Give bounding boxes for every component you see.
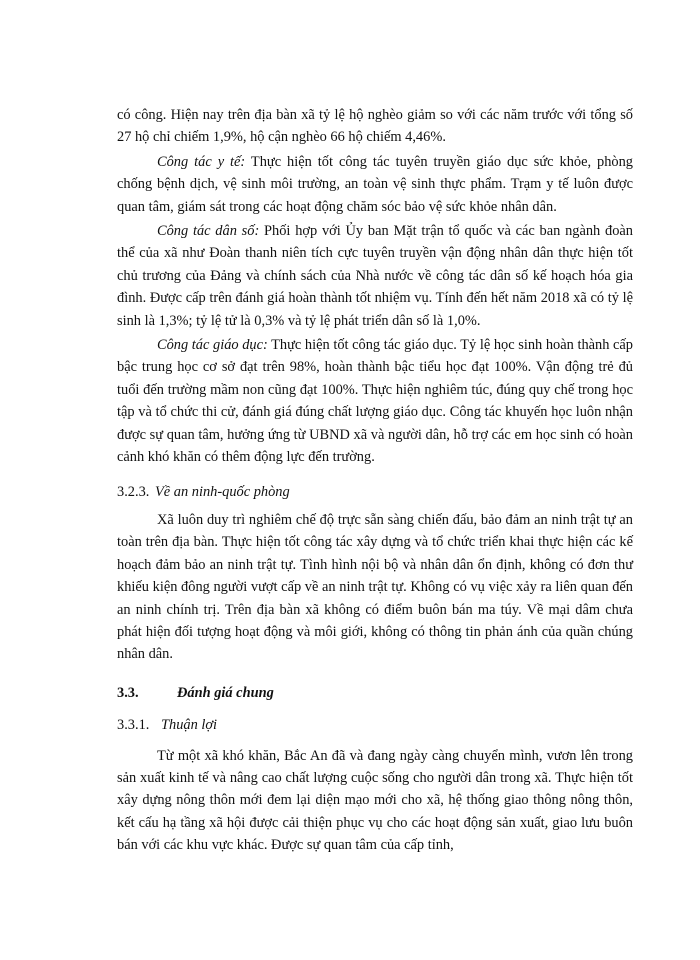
- paragraph-population-text: Phối hợp với Ủy ban Mặt trận tổ quốc và các ban ngành đoàn thể của xã như Đoàn thanh niên tích cực tuyên truyền vận động nhân dân thực hiện tốt chủ trương của Đảng và chính sách của Nhà nước về công tác dân số kế hoạch hóa gia đình. Được cấp trên đánh giá hoàn thành tốt nhiệm vụ. Tính đến hết năm 2018 xã có tỷ lệ sinh là 1,3%; tỷ lệ tử là 0,3% và tỷ lệ phát triển dân số là 1,0%.: [117, 223, 633, 329]
- heading-3-3: [117, 682, 633, 704]
- paragraph-education: [117, 334, 633, 468]
- paragraph-population: [117, 220, 633, 332]
- paragraph-security: Xã luôn duy trì nghiêm chế độ trực sẵn sàng chiến đấu, bảo đảm an ninh trật tự an toàn trên địa bàn. Thực hiện tốt công tác xây dựng và tổ chức triển khai thực hiện các kế hoạch đảm bảo an ninh trật tự. Tình hình nội bộ và nhân dân ổn định, không có đơn thư khiếu kiện đông người vượt cấp về an ninh trật tự. Không có vụ việc xảy ra liên quan đến an ninh chính trị. Trên địa bàn xã không có điểm buôn bán ma túy. Về mại dâm chưa phát hiện đối tượng hoạt động và môi giới, không có thông tin phản ánh của quần chúng nhân dân.: [117, 511, 633, 663]
- paragraph-population-lead: Công tác dân số:: [157, 223, 260, 240]
- paragraph-poverty: có công. Hiện nay trên địa bàn xã tỷ lệ hộ nghèo giảm so với các năm trước với tổng số 27 hộ chỉ chiếm 1,9%, hộ cận nghèo 66 hộ chiếm 4,46%.: [117, 107, 633, 146]
- paragraph-education-text: Thực hiện tốt công tác giáo dục. Tỷ lệ học sinh hoàn thành cấp bậc trung học cơ sở đạt trên 98%, hoàn thành bậc tiểu học đạt 100%. Vận động trẻ đủ tuổi đến trường mầm non cũng đạt 100%. Thực hiện nghiêm túc, đúng quy chế trong học tập và tổ chức thi cử, đánh giá đúng chất lượng giáo dục. Công tác khuyến học luôn nhận được sự quan tâm, hưởng ứng từ UBND xã và người dân, hỗ trợ các em học sinh có hoàn cảnh khó khăn có thêm động lực đến trường.: [117, 337, 634, 466]
- heading-3-2-3-number: 3.2.3.: [117, 483, 150, 500]
- paragraph-education-lead: Công tác giáo dục:: [157, 337, 268, 354]
- heading-3-3-1-number: 3.3.1.: [117, 717, 150, 734]
- document-body: [117, 104, 633, 857]
- heading-3-3-1: [117, 714, 633, 736]
- paragraph-health-lead: Công tác y tế:: [157, 153, 246, 170]
- heading-3-2-3-title: Về an ninh-quốc phòng: [155, 483, 290, 500]
- paragraph-health: [117, 151, 633, 218]
- heading-3-3-title: Đánh giá chung: [177, 684, 274, 701]
- paragraph-advantages: Từ một xã khó khăn, Bắc An đã và đang ngày càng chuyển mình, vươn lên trong sản xuất kinh tế và nâng cao chất lượng cuộc sống cho người dân trong xã. Thực hiện tốt xây dựng nông thôn mới đem lại diện mạo mới cho xã, hệ thống giao thông nông thôn, kết cấu hạ tầng xã hội được cải thiện phục vụ cho các hoạt động sản xuất, giao lưu buôn bán với các khu vực khác. Được sự quan tâm của cấp tỉnh,: [117, 747, 633, 854]
- heading-3-2-3: [117, 481, 633, 503]
- heading-3-3-number: 3.3.: [117, 684, 139, 701]
- heading-3-3-1-title: Thuận lợi: [161, 717, 218, 734]
- paragraph-health-text: Thực hiện tốt công tác tuyên truyền giáo dục sức khỏe, phòng chống bệnh dịch, vệ sinh môi trường, an toàn vệ sinh thực phẩm. Trạm y tế luôn được quan tâm, giám sát trong các hoạt động chăm sóc bảo vệ sức khỏe nhân dân.: [117, 153, 634, 215]
